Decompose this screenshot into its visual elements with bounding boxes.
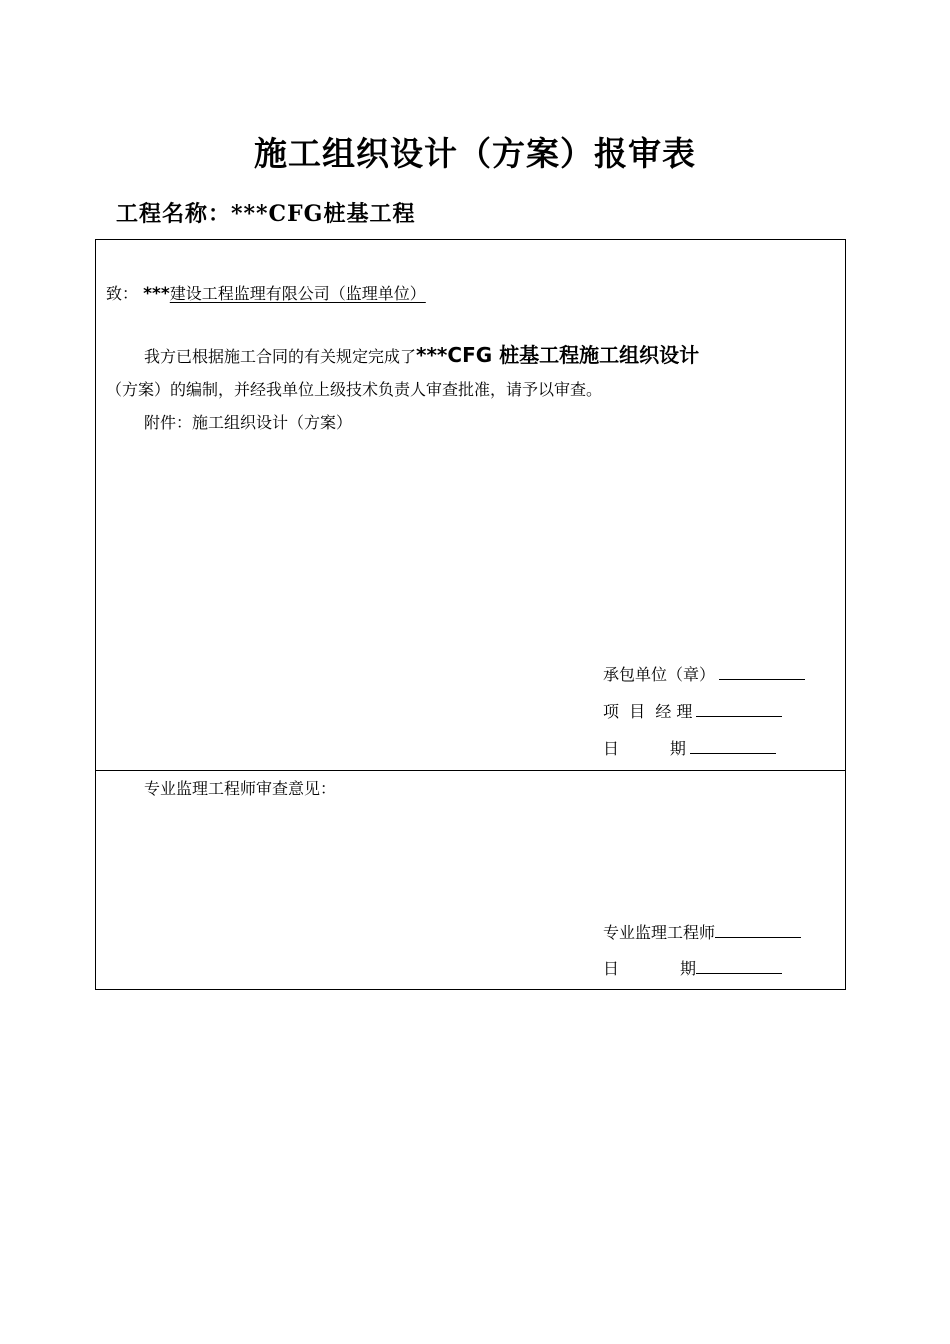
contractor-unit-row (603, 662, 805, 685)
engineer-row (603, 920, 801, 943)
body-line-2: （方案）的编制，并经我单位上级技术负责人审查批准，请予以审查。 (106, 380, 603, 399)
review-date-label: 日 期 (603, 959, 697, 978)
addressee-stars: *** (143, 284, 170, 304)
project-manager-label: 项 目 经 理 (603, 702, 693, 721)
project-manager-blank[interactable] (696, 702, 782, 717)
contractor-unit-label: 承包单位（章） (603, 665, 716, 684)
project-manager-row (603, 699, 782, 722)
contractor-unit-blank[interactable] (719, 665, 805, 680)
section-divider (96, 770, 845, 771)
project-name-line (116, 197, 415, 228)
addressee-line (106, 281, 426, 304)
contractor-date-blank[interactable] (690, 739, 776, 754)
review-opinion-label: 专业监理工程师审查意见： (144, 779, 337, 798)
addressee-prefix: 致： (106, 284, 139, 303)
engineer-label: 专业监理工程师 (603, 923, 716, 942)
review-date-row (603, 956, 782, 979)
review-form (95, 239, 846, 990)
contractor-date-label: 日 期 (603, 739, 686, 758)
page-title: 施工组织设计（方案）报审表 (254, 134, 696, 173)
body-line-1 (144, 339, 699, 368)
body-line-1-bold: ***CFG 桩基工程施工组织设计 (416, 343, 700, 367)
contractor-date-row (603, 736, 776, 759)
body-line-1-text: 我方已根据施工合同的有关规定完成了 (144, 347, 417, 366)
review-date-blank[interactable] (696, 959, 782, 974)
project-name-label: 工程名称： (116, 201, 232, 227)
project-name-value: ***CFG桩基工程 (231, 201, 416, 227)
engineer-blank[interactable] (715, 923, 801, 938)
attachment-line: 附件：施工组织设计（方案） (144, 413, 353, 432)
addressee-org: 建设工程监理有限公司（监理单位） (169, 284, 426, 303)
